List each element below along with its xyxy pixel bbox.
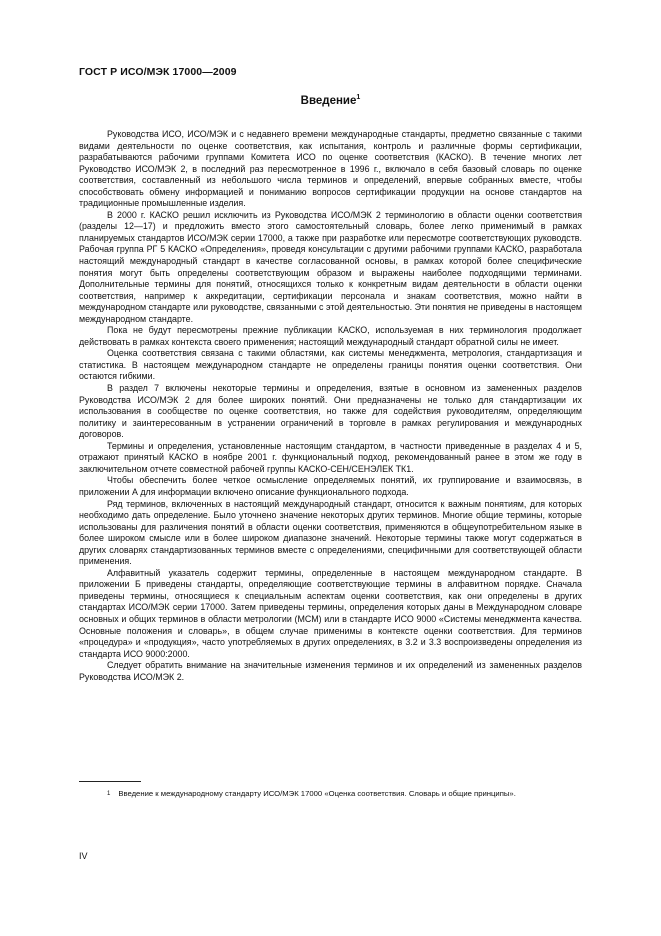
standard-header: ГОСТ Р ИСО/МЭК 17000—2009 bbox=[79, 66, 237, 78]
paragraph: Ряд терминов, включенных в настоящий международный стандарт, относится к важным понятиям, для которых необходимо дать определение. Было уточнено значение некоторых других терминов. Многие общие термины, которые использованы для различения понятий в области оценки соответствия, применяются в общеупотребительном языке в более широком смысле или в более широком диапазоне значений. Некоторые термины также могут содержаться в других словарях стандартизованных терминов вместе с определениями, специфичными для соответствующей области применения. bbox=[79, 498, 582, 567]
page-number: IV bbox=[79, 851, 88, 861]
paragraph: Оценка соответствия связана с такими областями, как системы менеджмента, метрология, стандартизация и статистика. В настоящем международном стандарте не определены границы понятия оценки соответствия. Они остаются гибкими. bbox=[79, 348, 582, 382]
footnote bbox=[79, 788, 582, 800]
footnote-text: Введение к международному стандарту ИСО/МЭК 17000 «Оценка соответствия. Словарь и общие принципы». bbox=[118, 789, 516, 798]
paragraph: В 2000 г. КАСКО решил исключить из Руководства ИСО/МЭК 2 терминологию в области оценки соответствия (разделы 12—17) и предложить вместо этого самостоятельный словарь, более легко применимый в рамках планируемых стандартов ИСО/МЭК серии 17000, а также при разработке или пересмотре соответствующих руководств. Рабочая группа РГ 5 КАСКО «Определения», проведя консультации с другими рабочими группами КАСКО, разработала настоящий международный стандарт в качестве согласованной основы, в рамках которой более специфические понятия могут быть определены соответствующим образом и выражены наиболее подходящими терминами. Дополнительные термины для понятий, относящихся только к конкретным видам деятельности в области оценки соответствия, например к аккредитации, сертификации персонала и знакам соответствия, можно найти в международном стандарте или руководстве, связанными с этой деятельностью. Эти понятия не приведены в настоящем международном стандарте. bbox=[79, 209, 582, 324]
paragraph: Чтобы обеспечить более четкое осмысление определяемых понятий, их группирование и взаимосвязь, в приложении А для информации включено описание функционального подхода. bbox=[79, 475, 582, 497]
paragraph: Алфавитный указатель содержит термины, определенные в настоящем международном стандарте. В приложении Б приведены стандарты, определяющие соответствующие термины в алфавитном порядке. Сначала приведены термины, относящиеся к специальным аспектам оценки соответствия, как они определены в других стандартах ИСО/МЭК серии 17000. Затем приведены термины, определения которых даны в Международном словаре основных и общих терминов в области метрологии (МСМ) или в стандарте ИСО 9000 «Системы менеджмента качества. Основные положения и словарь», в общем случае применимы в контексте оценки соответствия. Для терминов «процедура» и «продукция», часто употребляемых в других определениях, в 3.2 и 3.3 воспроизведены определения из стандарта ИСО 9000:2000. bbox=[79, 567, 582, 659]
paragraph: Термины и определения, установленные настоящим стандартом, в частности приведенные в разделах 4 и 5, отражают принятый КАСКО в ноябре 2001 г. функциональный подход, рекомендованный ранее в этом же году в заключительном отчете совместной рабочей группы КАСКО-СЕН/СЕНЭЛЕК ТК1. bbox=[79, 440, 582, 474]
paragraph: Пока не будут пересмотрены прежние публикации КАСКО, используемая в них терминология продолжает действовать в рамках контекста своего применения; настоящий международный стандарт обратной силы не имеет. bbox=[79, 325, 582, 347]
section-title bbox=[0, 95, 661, 107]
section-title-text: Введение bbox=[300, 95, 357, 107]
body-text bbox=[79, 129, 582, 683]
footnote-divider bbox=[79, 781, 141, 782]
title-footnote-mark: 1 bbox=[356, 94, 361, 102]
paragraph: В раздел 7 включены некоторые термины и определения, взятые в основном из замененных разделов Руководства ИСО/МЭК 2 для более широких понятий. Они предназначены не только для стандартизации их использования в сообществе по оценке соответствия, но также для содействия руководителям, определяющим политику и заинтересованным в устранении ограничений в торговле в рамках регулирования и международных договоров. bbox=[79, 383, 582, 440]
footnote-mark: 1 bbox=[107, 791, 111, 797]
paragraph: Следует обратить внимание на значительные изменения терминов и их определений из замененных разделов Руководства ИСО/МЭК 2. bbox=[79, 660, 582, 682]
paragraph: Руководства ИСО, ИСО/МЭК и с недавнего времени международные стандарты, предметно связанные с такими видами деятельности по оценке соответствия, как испытания, контроль и различные формы сертификации, разрабатываются рабочими группами Комитета ИСО по оценке соответствия (КАСКО). В течение многих лет Руководство ИСО/МЭК 2, в последний раз пересмотренное в 1996 г., включало в себя базовый словарь по оценке соответствия, составленный из небольшого числа терминов и определений, впервые собранных вместе, чтобы способствовать обмену информацией и пониманию вопросов сертификации продукции на основе стандартов на традиционные промышленные изделия. bbox=[79, 129, 582, 209]
